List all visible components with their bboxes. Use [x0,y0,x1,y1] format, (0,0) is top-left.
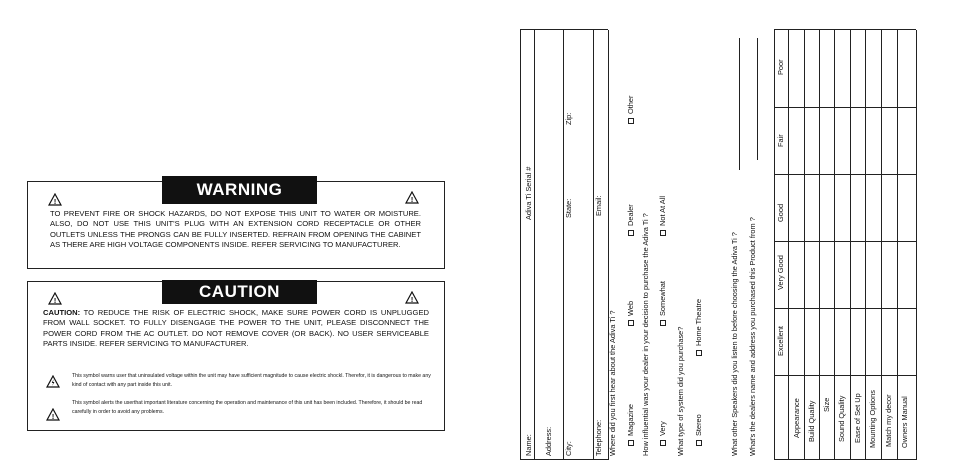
registration-form [520,30,920,460]
criteria-ease-of-set-up: Ease of Set Up [853,393,862,443]
ratings-top-line [774,30,775,460]
telephone-label: Telephone: [594,419,603,456]
other-checkbox[interactable] [628,118,634,124]
svg-text:!: ! [51,414,55,421]
criteria-row-line-4 [850,30,851,460]
rating-col-line-4 [774,174,916,175]
rating-col-line-1 [774,375,916,376]
q1-option-other[interactable] [626,96,635,124]
somewhat-label: Somewhat [658,281,667,316]
q5-answer-line[interactable] [757,38,758,160]
criteria-owners-manual: Owners Manual [900,396,909,448]
q3-option-stereo[interactable] [694,414,703,446]
caution-banner: CAUTION [162,280,317,304]
caution-lead: CAUTION: [43,308,81,317]
form-top-line [520,30,521,460]
criteria-sound-quality: Sound Quality [837,395,846,442]
rating-excellent: Excellent [776,326,785,356]
criteria-row-line-6 [881,30,882,460]
q4-answer-line[interactable] [739,38,740,170]
criteria-appearance: Appearance [792,398,801,438]
magazine-checkbox[interactable] [628,440,634,446]
rating-poor: Poor [776,59,785,75]
rating-col-line-2 [774,308,916,309]
criteria-row-line-1 [804,30,805,460]
ratings-left-edge [774,459,916,460]
rating-fair: Fair [776,134,785,147]
caution-text [43,308,429,350]
ratings-right-edge [774,29,916,30]
q2-option-very[interactable] [658,421,667,446]
q3-label: What type of system did you purchase? [676,326,685,456]
state-label: State: [564,198,573,218]
criteria-size: Size [822,397,831,412]
ratings-bottom-line [916,30,917,460]
q3-option-home-theatre[interactable] [694,299,703,356]
q5-label: What's the dealers name and address you purchased this Product from ? [748,217,757,456]
criteria-match-my-decor: Match my decor [884,394,893,447]
city-label: City: [564,441,573,456]
q1-option-magazine[interactable] [626,404,635,446]
q1-option-dealer[interactable] [626,204,635,236]
q1-option-web[interactable] [626,301,635,326]
somewhat-checkbox[interactable] [660,320,666,326]
very-checkbox[interactable] [660,440,666,446]
criteria-mounting-options: Mounting Options [868,390,877,448]
zip-label: Zip: [564,112,573,125]
name-line [534,30,535,460]
criteria-row-line-3 [834,30,835,460]
literature-note: This symbol alerts the userthat important literature concerning the operation and maintenance of this unit has been included. Therefore, it should be read carefully in order to avoid any problems. [72,400,423,415]
rating-very-good: Very Good [776,255,785,290]
criteria-build-quality: Build Quality [807,400,816,442]
very-label: Very [658,421,667,436]
email-label: Email: [594,195,603,216]
not-at-all-label: Not At All [658,196,667,226]
q4-label: What other Speakers did you listen to before choosing the Adiva Ti ? [730,232,739,456]
rating-col-line-5 [774,107,916,108]
address-label: Address: [544,426,553,456]
serial-label: Adiva Ti Serial # [524,166,533,220]
svg-text:!: ! [53,199,57,206]
caution-body: TO REDUCE THE RISK OF ELECTRIC SHOCK, MAKE SURE POWER CORD IS UNPLUGGED FROM WALL SOCKET. TO FULLY DISENGAGE THE POWER TO THE UNIT, PLEASE DISCONNECT THE POWER CORD FROM THE AC OUTLET. DO NOT REMOVE COVER (OR BACK). NO USER SERVICEABLE PARTS INSIDE. REFER SERVICING TO MANUFACTURER. [43,308,429,349]
address-line [563,30,564,460]
q1-label: Where did you first hear about the Adiva Ti ? [608,310,617,456]
other-label: Other [626,95,635,114]
rating-good: Good [776,203,785,222]
criteria-row-line-2 [819,30,820,460]
city-line [593,30,594,460]
q2-option-somewhat[interactable] [658,281,667,326]
dealer-label: Dealer [626,204,635,226]
web-label: Web [626,300,635,316]
rating-col-line-3 [774,241,916,242]
web-checkbox[interactable] [628,320,634,326]
magazine-label: Magazine [626,403,635,436]
name-label: Name: [524,434,533,456]
q2-label: How influential was your dealer in your decision to purchase the Adiva Ti ? [641,213,650,456]
criteria-divider [788,30,789,460]
not-at-all-checkbox[interactable] [660,230,666,236]
q2-option-not-at-all[interactable] [658,196,667,236]
criteria-row-line-5 [865,30,866,460]
warning-banner: WARNING [162,176,317,204]
home-theatre-checkbox[interactable] [696,350,702,356]
lightning-note: This symbol warns user that uninsulated voltage within the unit may have sufficient magnitude to cause electric shockl. Therefor, it is dangerous to make any kind of contact with any part inside this unit. [72,373,431,388]
svg-text:!: ! [53,298,57,305]
dealer-checkbox[interactable] [628,230,634,236]
warning-text: TO PREVENT FIRE OR SHOCK HAZARDS, DO NOT EXPOSE THIS UNIT TO WATER OR MOISTURE. ALSO, DO NOT USE THIS UNIT'S PLUG WITH AN EXTENSION CORD RECEPTACLE OR OTHER OUTLETS UNLESS THE PRONGS CAN BE FULLY INSERTED. REFRAIN FROM OPENING THE CABINET AS THERE ARE HIGH VOLTAGE COMPONENTS INSIDE. REFER SERVICING TO MANUFACTURER. [50,209,421,250]
home-theatre-label: Home Theatre [694,298,703,346]
stereo-label: Stereo [694,414,703,436]
stereo-checkbox[interactable] [696,440,702,446]
criteria-row-line-7 [897,30,898,460]
svg-text:!: ! [410,297,414,304]
svg-text:!: ! [410,197,414,204]
